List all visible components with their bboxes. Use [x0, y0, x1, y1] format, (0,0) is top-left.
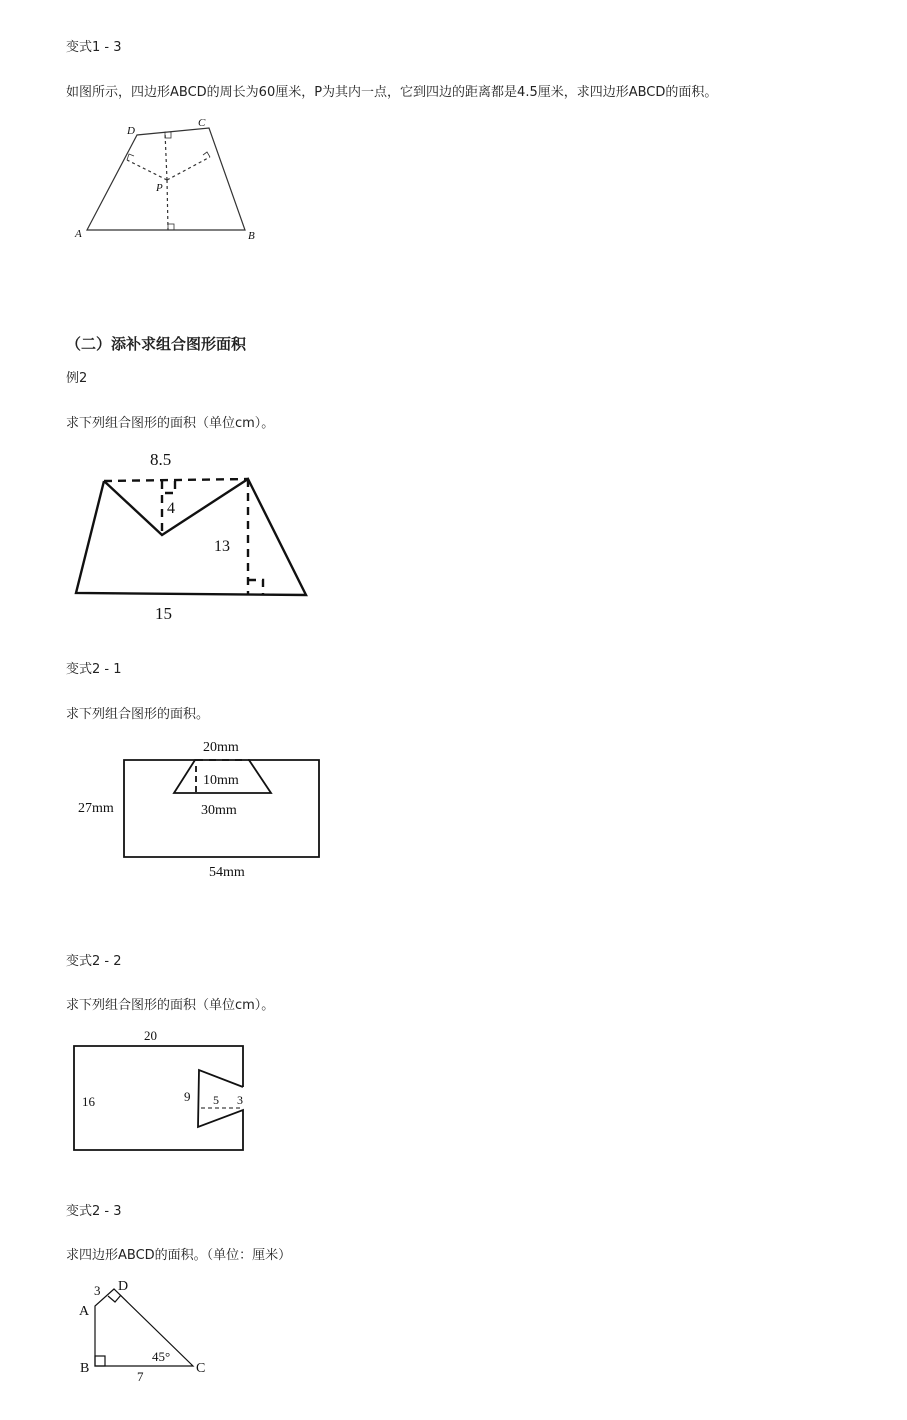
dimension-left-label: 27mm — [78, 801, 114, 816]
exercise-1-3-problem: 如图所示，四边形ABCD的周长为60厘米，P为其内一点，它到四边的距离都是4.5厘米，求四边形ABCD的面积。 — [66, 85, 718, 100]
dimension-bottom-label: 54mm — [209, 865, 245, 880]
point-c-label: C — [196, 1361, 206, 1376]
dimension-gap-label: 3 — [237, 1093, 243, 1107]
dimension-ad-label: 3 — [94, 1283, 101, 1298]
dimension-bottom-label: 15 — [155, 604, 172, 623]
point-b-label: B — [80, 1361, 90, 1376]
dimension-notch-bottom-label: 30mm — [201, 803, 237, 818]
example-2-problem: 求下列组合图形的面积（单位cm）。 — [66, 416, 275, 431]
point-p-label: P — [156, 182, 163, 194]
point-d-label: D — [127, 125, 135, 137]
point-c-label: C — [198, 117, 206, 129]
exercise-2-3-problem: 求四边形ABCD的面积。（单位：厘米） — [66, 1248, 292, 1263]
angle-c-label: 45° — [152, 1349, 171, 1364]
dimension-inner-label: 5 — [213, 1093, 219, 1107]
exercise-2-2-label: 变式2 - 2 — [66, 954, 122, 969]
dimension-top-label: 20 — [144, 1028, 157, 1043]
point-b-label: B — [248, 230, 255, 242]
dimension-top-label: 20mm — [203, 740, 239, 755]
dimension-bc-label: 7 — [137, 1369, 144, 1384]
dimension-left-label: 16 — [82, 1094, 95, 1109]
point-a-label: A — [75, 228, 82, 240]
dimension-notch-height-label: 10mm — [203, 773, 239, 788]
dimension-top-label: 8.5 — [150, 450, 172, 469]
exercise-1-3-label: 变式1 - 3 — [66, 40, 122, 55]
example-2-label: 例2 — [66, 371, 88, 386]
exercise-2-3-label: 变式2 - 3 — [66, 1204, 122, 1219]
exercise-2-1-problem: 求下列组合图形的面积。 — [66, 707, 210, 722]
exercise-2-2-problem: 求下列组合图形的面积（单位cm）。 — [66, 998, 275, 1013]
section-heading: （二）添补求组合图形面积 — [66, 335, 247, 353]
point-d-label: D — [118, 1279, 129, 1294]
dimension-height-label: 13 — [214, 538, 230, 555]
exercise-2-1-label: 变式2 - 1 — [66, 662, 122, 677]
dimension-notch-label: 4 — [167, 500, 175, 517]
point-a-label: A — [79, 1304, 90, 1319]
dimension-notch-height-label: 9 — [184, 1089, 191, 1104]
